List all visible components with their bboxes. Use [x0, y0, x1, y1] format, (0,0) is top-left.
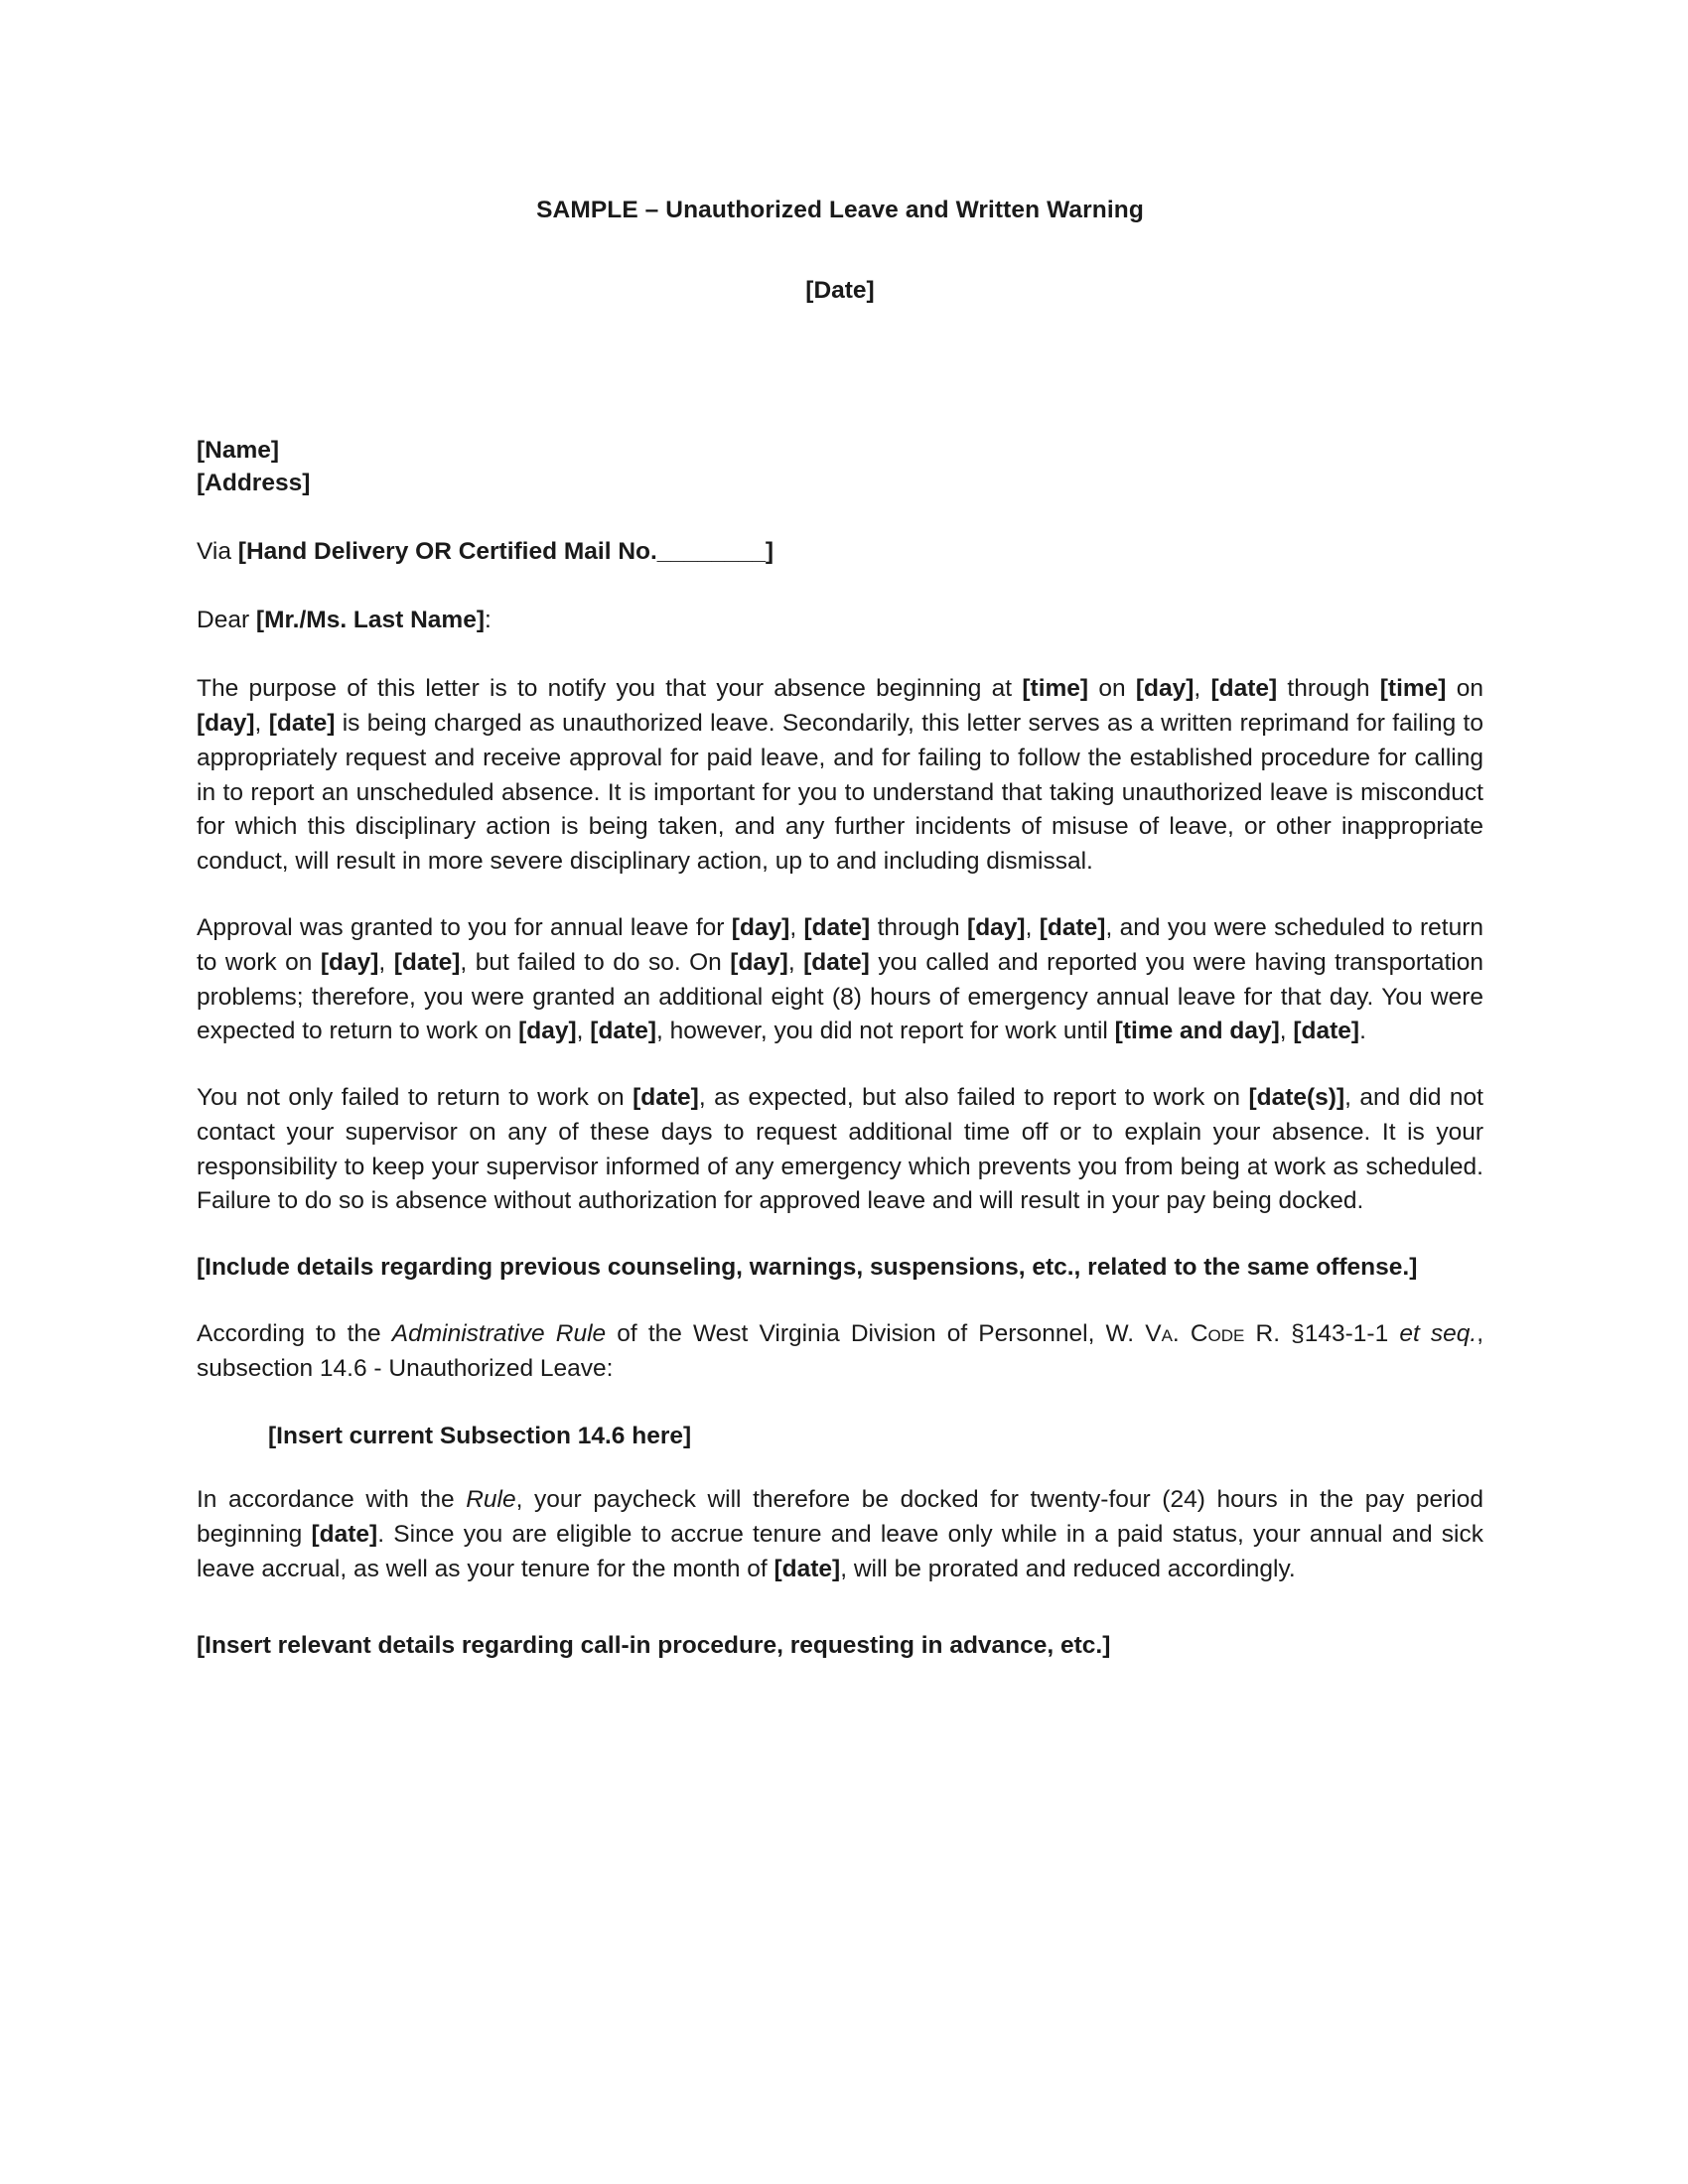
text-run: ,: [787, 948, 804, 976]
salutation-name: [Mr./Ms. Last Name]: [255, 607, 486, 634]
recipient-name: [Name]: [197, 437, 280, 464]
placeholder-dates: [date(s)]: [1248, 1084, 1345, 1112]
text-run: on: [1088, 675, 1136, 703]
paragraph-administrative-rule: [197, 1317, 1483, 1387]
text-run: ,: [1279, 1018, 1294, 1045]
text-run: [1180, 1320, 1191, 1347]
paragraph-2: [197, 911, 1483, 1049]
salutation-prefix: Dear: [197, 607, 256, 634]
placeholder-date: [date]: [1293, 1018, 1360, 1045]
text-run: .: [1359, 1018, 1366, 1045]
text-run: on: [1446, 675, 1483, 703]
placeholder-date: [date]: [803, 914, 871, 941]
text-run: ,: [378, 948, 394, 976]
text-run: , your paycheck will therefore be docked for twenty-four (24) hours in the pay period beginning: [197, 1486, 1483, 1549]
placeholder-day: [day]: [967, 914, 1026, 941]
smallcaps-va: Va.: [1145, 1320, 1180, 1348]
placeholder-day: [day]: [197, 710, 255, 738]
date-placeholder: [Date]: [805, 276, 875, 304]
text-run: ,: [254, 710, 269, 738]
document-content: [197, 0, 1483, 1664]
placeholder-time: [time]: [1022, 675, 1089, 703]
page-title: SAMPLE – Unauthorized Leave and Written Warning: [536, 197, 1144, 223]
delivery-method-line: [197, 536, 1483, 568]
text-run: In accordance with the: [197, 1486, 467, 1514]
text-run: , but failed to do so. On: [460, 948, 731, 976]
paragraph-insert-subsection: [Insert current Subsection 14.6 here]: [268, 1422, 692, 1449]
placeholder-date: [date]: [311, 1521, 378, 1549]
italic-rule: Rule: [466, 1486, 516, 1514]
paragraph-paycheck-docked: [197, 1483, 1483, 1586]
text-run: ,: [789, 914, 804, 941]
salutation-suffix: :: [485, 607, 492, 634]
text-run: , will be prorated and reduced accordingly.: [840, 1556, 1296, 1582]
recipient-address: [Address]: [197, 470, 311, 497]
text-run: . Since you are eligible to accrue tenure and leave only while in a paid status, your annual and sick leave accrual, as well as your tenure for the month of: [197, 1521, 1483, 1582]
placeholder-date: [date]: [1039, 914, 1106, 941]
text-run: You not only failed to return to work on: [197, 1084, 633, 1112]
placeholder-day: [day]: [518, 1018, 577, 1045]
italic-et-seq: et seq.: [1399, 1320, 1477, 1348]
paragraph-1: [197, 672, 1483, 880]
text-run: is being charged as unauthorized leave. Secondarily, this letter serves as a written reprimand for failing to appropriately request and receive approval for paid leave, and for failing to follow the established procedure for calling in to report an unscheduled absence. It is important for you to understand that taking unauthorized leave is misconduct for which this disciplinary action is being taken, and any further incidents of misuse of leave, or other inappropriate conduct, will result in more severe disciplinary action, up to and including dismissal.: [197, 710, 1483, 876]
placeholder-date: [date]: [1210, 675, 1278, 703]
paragraph-3: [197, 1081, 1483, 1219]
paragraph-insert-callin-procedure: [Insert relevant details regarding call-in procedure, requesting in advance, etc.]: [197, 1631, 1111, 1659]
text-run: According to the: [197, 1320, 392, 1348]
salutation-line: [197, 605, 1483, 636]
text-run: ,: [1025, 914, 1040, 941]
text-run: , subsection 14.6 - Unauthorized Leave:: [197, 1320, 1483, 1382]
text-run: The purpose of this letter is to notify you that your absence beginning at: [197, 675, 1023, 703]
text-run: ,: [1194, 675, 1211, 703]
via-method: [Hand Delivery OR Certified Mail No.________]: [237, 537, 774, 565]
placeholder-date: [date]: [803, 948, 870, 976]
placeholder-day: [day]: [731, 914, 790, 941]
via-prefix: Via: [197, 537, 238, 565]
text-run: through: [1277, 675, 1380, 703]
paragraph-include-previous-counseling: [Include details regarding previous counseling, warnings, suspensions, etc., related to the same offense.]: [197, 1254, 1418, 1282]
text-run: ,: [576, 1018, 591, 1045]
recipient-address-block: [197, 434, 1483, 500]
text-run: through: [870, 914, 968, 941]
italic-administrative-rule: Administrative Rule: [391, 1320, 607, 1348]
placeholder-day: [day]: [320, 948, 379, 976]
placeholder-date: [date]: [633, 1084, 699, 1112]
text-run: , however, you did not report for work until: [656, 1018, 1115, 1045]
text-run: of the West Virginia Division of Personnel, W.: [606, 1320, 1146, 1348]
text-run: , and you were scheduled to return to work on: [197, 914, 1483, 976]
text-run: , and did not contact your supervisor on any of these days to request additional time off or to explain your absence. It is your responsibility to keep your supervisor informed of any emergency which prevents you from being at work as scheduled. Failure to do so is absence without authorization for approved leave and will result in your pay being docked.: [197, 1084, 1483, 1215]
placeholder-date: [date]: [268, 710, 336, 738]
placeholder-date: [date]: [393, 948, 461, 976]
text-run: Approval was granted to you for annual leave for: [197, 914, 732, 941]
text-run: you called and reported you were having transportation problems; therefore, you were granted an additional eight (8) hours of emergency annual leave for that day. You were expected to return to work on: [197, 948, 1483, 1045]
placeholder-time-and-day: [time and day]: [1114, 1018, 1280, 1045]
placeholder-day: [day]: [730, 948, 788, 976]
placeholder-date: [date]: [774, 1556, 841, 1582]
smallcaps-code: Code: [1190, 1320, 1245, 1348]
text-run: , as expected, but also failed to report to work on: [698, 1084, 1249, 1112]
placeholder-date: [date]: [590, 1018, 656, 1045]
text-run: R. §143-1-1: [1244, 1320, 1400, 1348]
placeholder-time: [time]: [1379, 675, 1447, 703]
placeholder-day: [day]: [1135, 675, 1195, 703]
